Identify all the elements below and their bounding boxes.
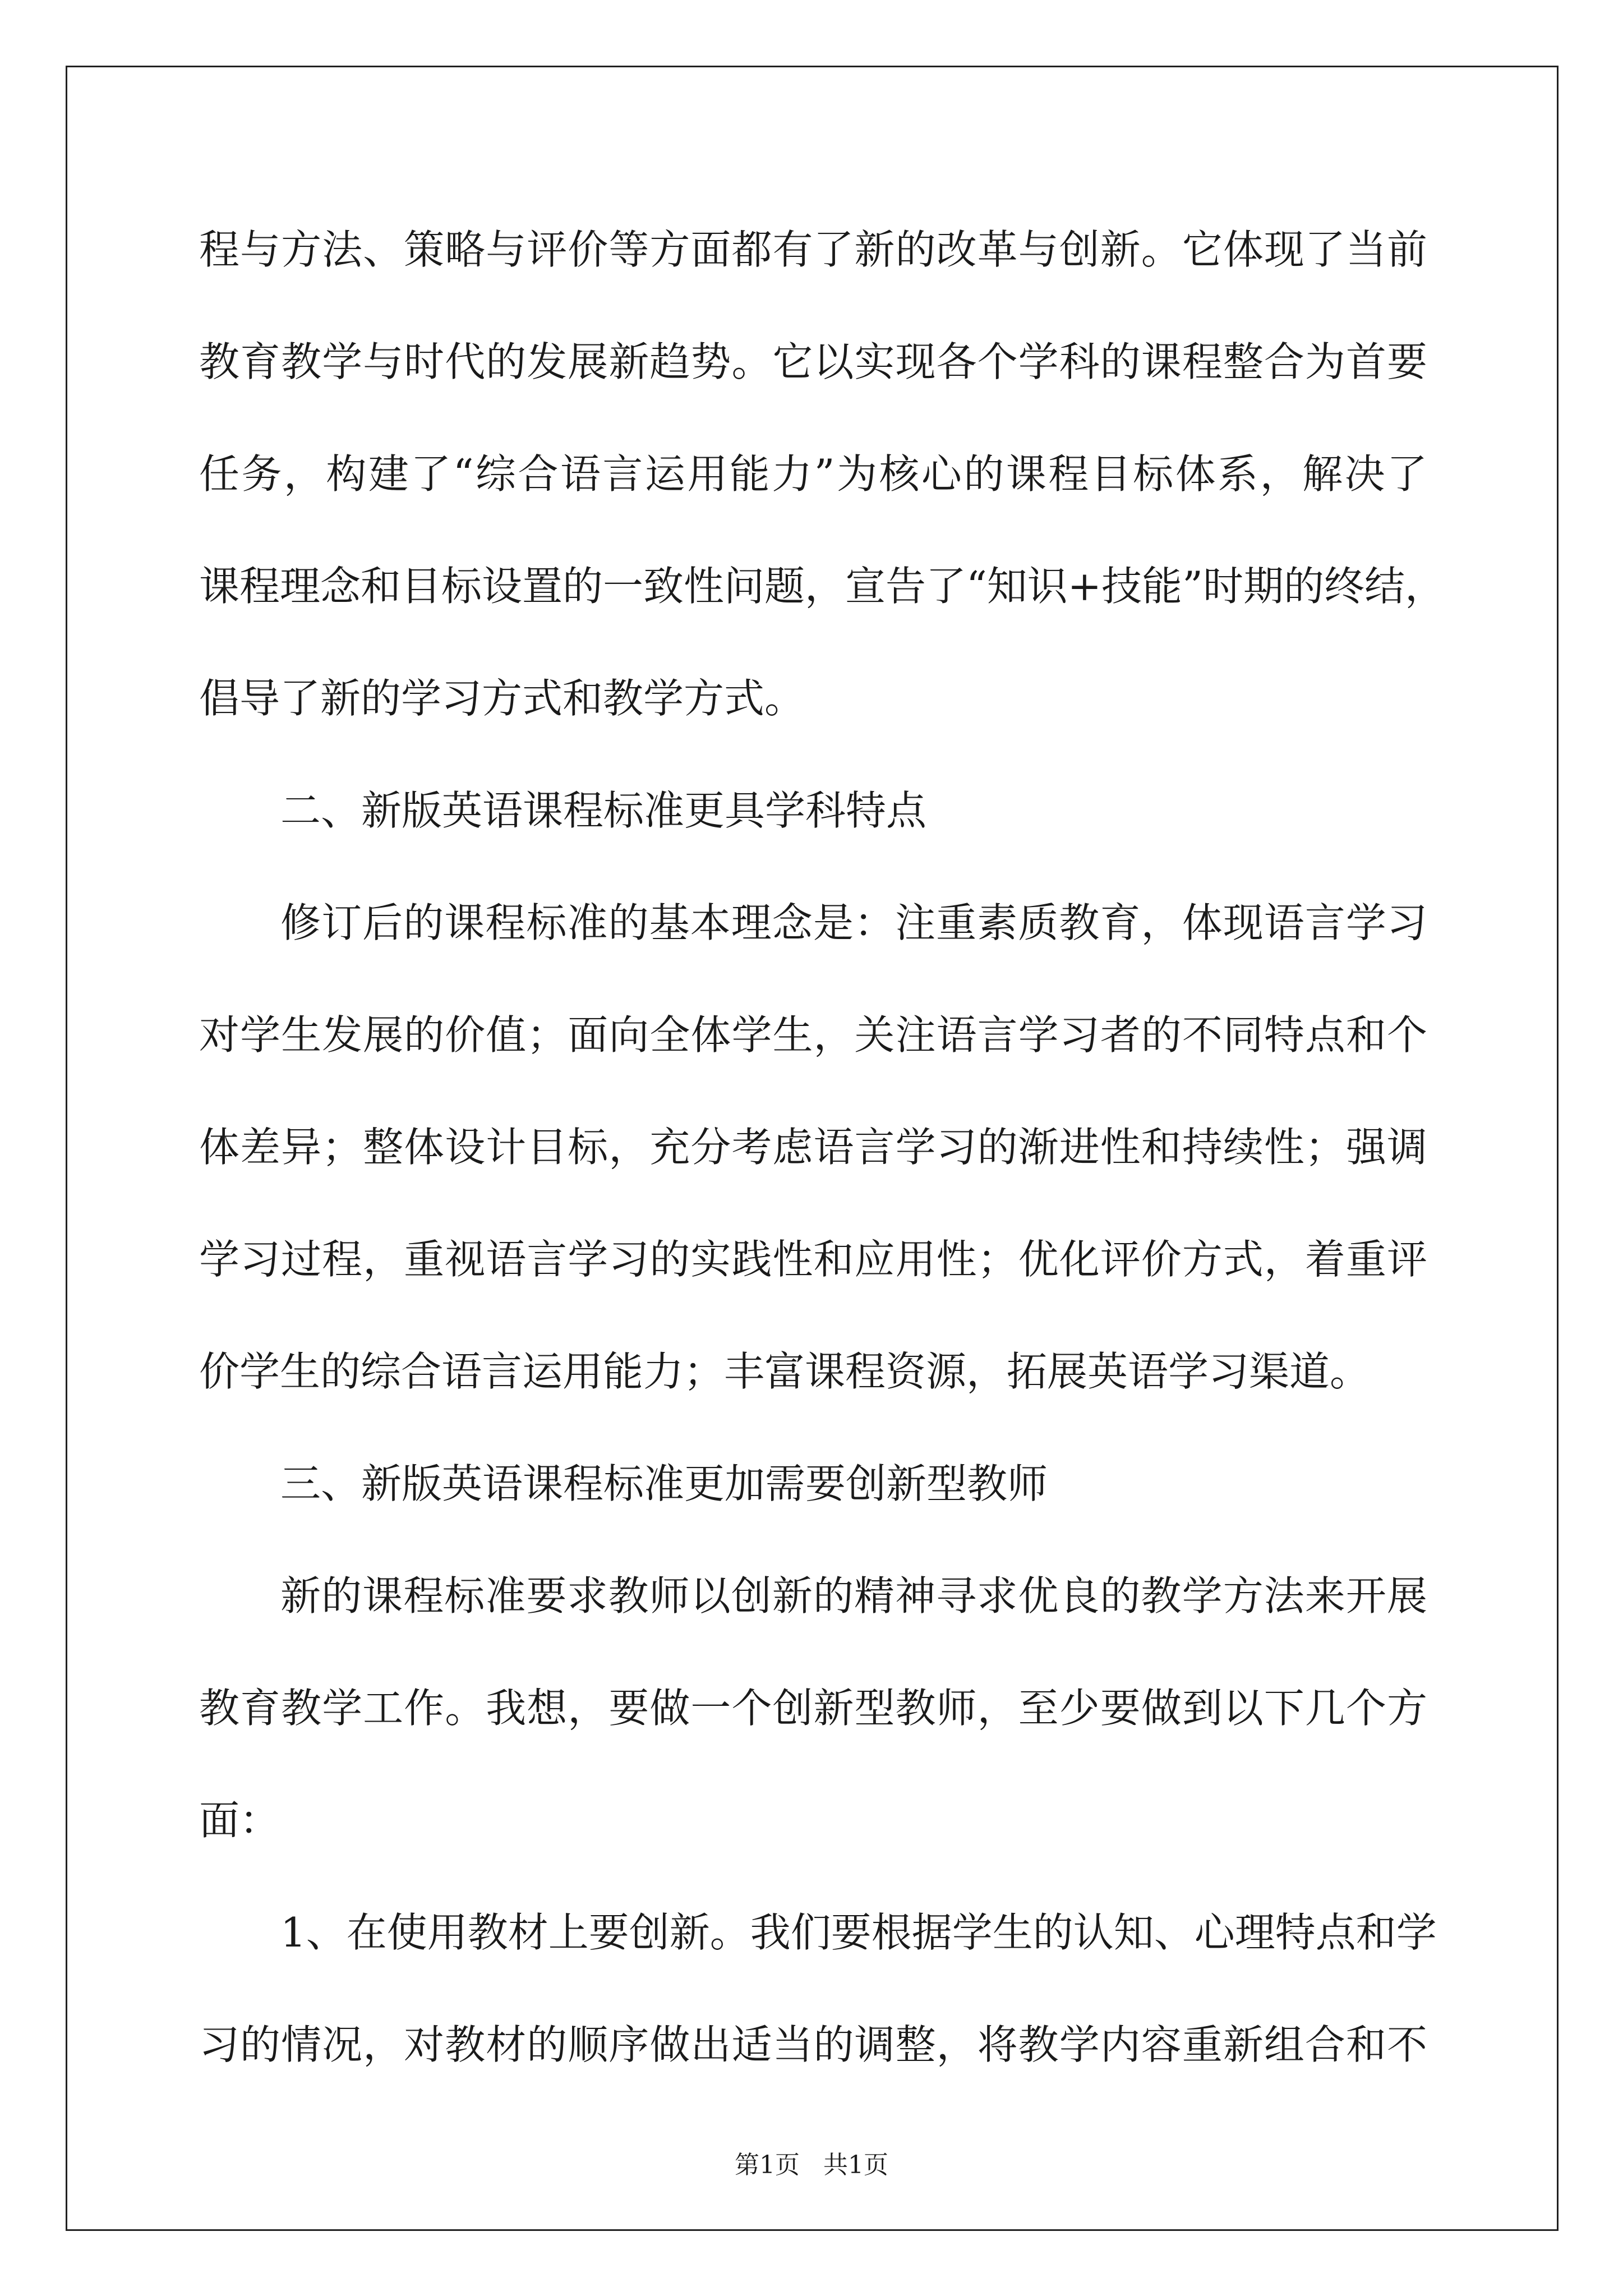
section-heading: 二、新版英语课程标准更具学科特点 bbox=[280, 787, 927, 834]
page-number: 第1页 bbox=[735, 2151, 800, 2179]
text-line: 价学生的综合语言运用能力；丰富课程资源，拓展英语学习渠道。 bbox=[199, 1348, 1371, 1395]
text-line: 教育教学工作。我想，要做一个创新型教师，至少要做到以下几个方 bbox=[199, 1685, 1427, 1732]
text-line: 新的课程标准要求教师以创新的精神寻求优良的教学方法来开展 bbox=[280, 1572, 1427, 1619]
page-footer bbox=[0, 2148, 1623, 2182]
text-line: 程与方法、策略与评价等方面都有了新的改革与创新。它体现了当前 bbox=[199, 226, 1427, 273]
text-line: 修订后的课程标准的基本理念是：注重素质教育，体现语言学习 bbox=[280, 899, 1427, 946]
text-line: 对学生发展的价值；面向全体学生，关注语言学习者的不同特点和个 bbox=[199, 1011, 1427, 1059]
text-line: 倡导了新的学习方式和教学方式。 bbox=[199, 675, 805, 722]
text-line: 课程理念和目标设置的一致性问题，宣告了“知识+技能”时期的终结， bbox=[199, 563, 1445, 610]
text-line: 教育教学与时代的发展新趋势。它以实现各个学科的课程整合为首要 bbox=[199, 338, 1427, 385]
text-line: 面： bbox=[199, 1797, 280, 1844]
text-line: 学习过程，重视语言学习的实践性和应用性；优化评价方式，着重评 bbox=[199, 1236, 1427, 1283]
text-line: 习的情况，对教材的顺序做出适当的调整，将教学内容重新组合和不 bbox=[199, 2021, 1427, 2068]
section-heading: 三、新版英语课程标准更加需要创新型教师 bbox=[280, 1460, 1048, 1507]
page-total: 共1页 bbox=[823, 2151, 888, 2179]
text-line: 1、在使用教材上要创新。我们要根据学生的认知、心理特点和学 bbox=[280, 1909, 1437, 1956]
text-line: 体差异；整体设计目标，充分考虑语言学习的渐进性和持续性；强调 bbox=[199, 1124, 1427, 1171]
text-line: 任务，构建了“综合语言运用能力”为核心的课程目标体系，解决了 bbox=[199, 450, 1427, 498]
